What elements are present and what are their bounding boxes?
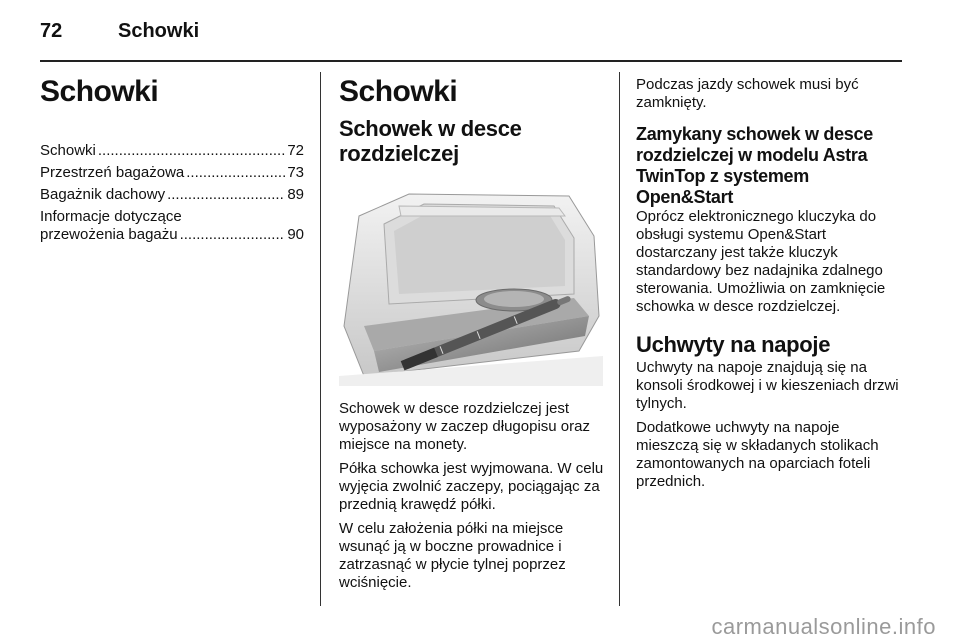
- glovebox-illustration: [339, 176, 603, 386]
- column-divider: [619, 72, 620, 606]
- toc-entry[interactable]: [40, 142, 304, 160]
- toc-label: Bagażnik dachowy: [40, 186, 166, 203]
- toc-entry[interactable]: [40, 164, 304, 182]
- toc-entry-multiline[interactable]: [40, 208, 304, 244]
- chapter-title: Schowki: [40, 75, 159, 108]
- toc-page: 73: [287, 164, 304, 181]
- toc-leader: [167, 186, 285, 204]
- subsection-title: Zamykany schowek w desce rozdzielczej w modelu Astra TwinTop z systemem Open&Start: [636, 124, 873, 207]
- toc-page: 72: [287, 142, 304, 159]
- page-number: 72: [40, 20, 63, 42]
- watermark: carmanualsonline.info: [711, 614, 936, 639]
- header-rule: [40, 60, 902, 62]
- toc-leader: [180, 226, 286, 244]
- section-title: Schowki: [339, 75, 458, 108]
- toc-page: 90: [287, 226, 304, 243]
- paragraph: Schowek w desce rozdzielczej jest wyposażony w zaczep długopisu oraz miejsce na monety.: [339, 400, 590, 453]
- toc-leader: [98, 142, 285, 160]
- paragraph: Podczas jazdy schowek musi być zamknięty.: [636, 76, 859, 111]
- toc-label: Schowki: [40, 142, 96, 159]
- subsection-title: Uchwyty na napoje: [636, 332, 831, 357]
- paragraph: W celu założenia półki na miejsce wsunąć ją w boczne prowadnice i zatrzasnąć w płycie tylnej poprzez wciśnięcie.: [339, 520, 566, 591]
- table-of-contents: [40, 142, 304, 244]
- toc-column: [40, 72, 304, 248]
- right-column: [636, 72, 906, 497]
- toc-leader: [186, 164, 285, 182]
- toc-page: 89: [287, 186, 304, 203]
- paragraph: Półka schowka jest wyjmowana. W celu wyjęcia zwolnić zaczepy, pociągając za przednią krawędź półki.: [339, 460, 604, 513]
- header-title: Schowki: [118, 20, 200, 42]
- toc-label: Przestrzeń bagażowa: [40, 164, 185, 181]
- toc-label-line1: Informacje dotyczące: [40, 208, 182, 225]
- glovebox-column: [339, 72, 605, 598]
- toc-entry[interactable]: [40, 186, 304, 204]
- paragraph: Dodatkowe uchwyty na napoje mieszczą się w składanych stolikach zamontowanych na oparciach foteli przednich.: [636, 419, 879, 490]
- column-divider: [320, 72, 321, 606]
- subsection-title: Schowek w desce rozdzielczej: [339, 116, 522, 166]
- paragraph: Uchwyty na napoje znajdują się na konsoli środkowej i w kieszeniach drzwi tylnych.: [636, 359, 899, 412]
- page-header: [40, 20, 904, 60]
- paragraph: Oprócz elektronicznego kluczyka do obsługi systemu Open&Start dostarczany jest także kluczyk standardowy bez nadajnika zdalnego sterowania. Umożliwia on zamknięcie schowka w desce rozdzielczej.: [636, 208, 886, 315]
- toc-label-line2: przewożenia bagażu: [40, 226, 178, 243]
